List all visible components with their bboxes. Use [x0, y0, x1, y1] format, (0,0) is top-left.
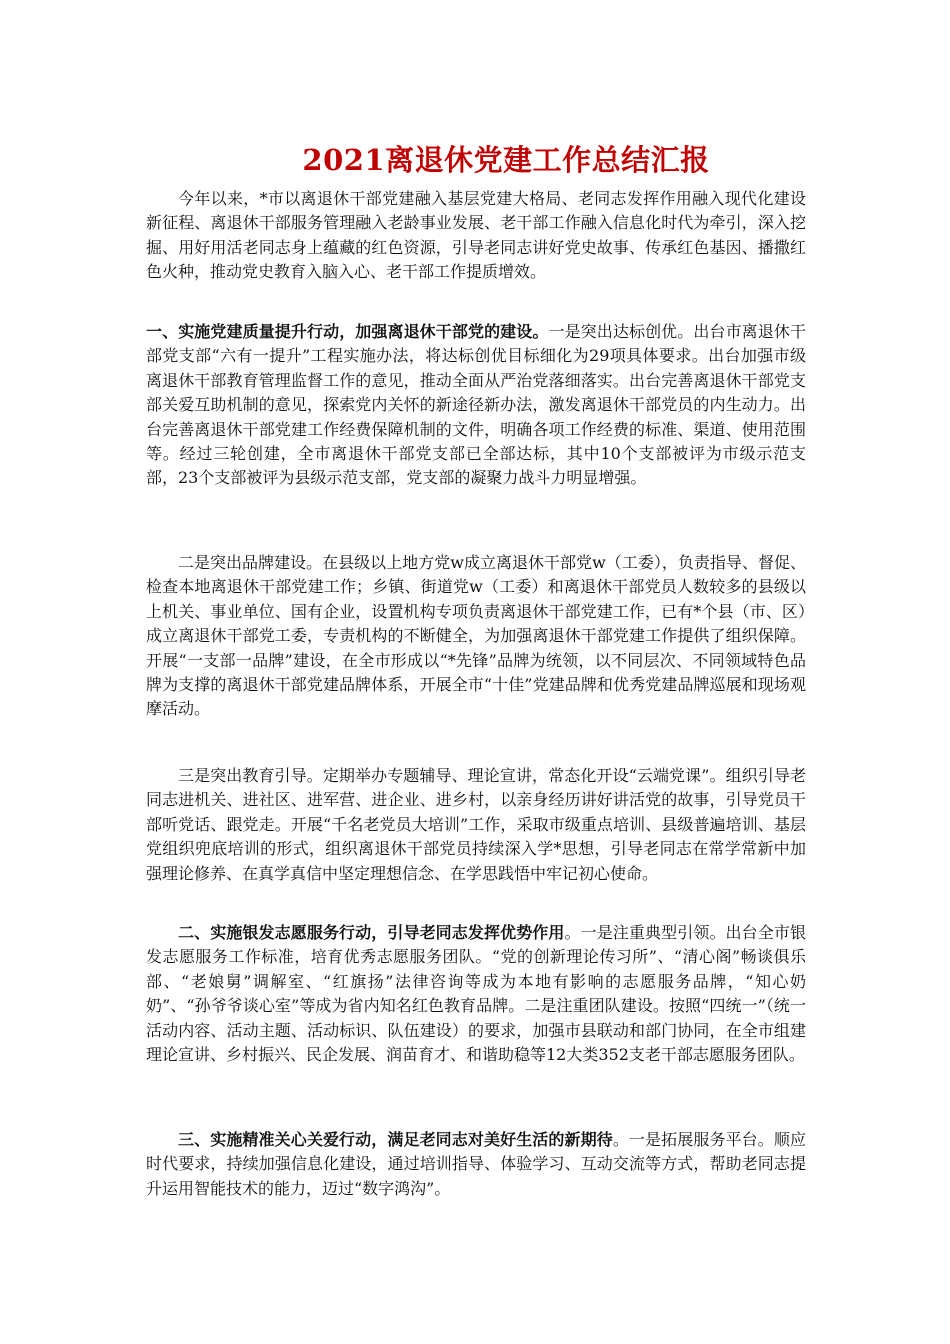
brand-building-paragraph: 二是突出品牌建设。在县级以上地方党w成立离退休干部党w（工委），负责指导、督促、检查本地离退休干部党建工作；乡镇、街道党w（工委）和离退休干部党员人数较多的县级以上机关、事业单位、国有企业，设置机构专项负责离退休干部党建工作，已有*个县（市、区）成立离退休干部党工委，专责机构的不断健全，为加强离退休干部党建工作提供了组织保障。开展“一支部一品牌”建设，在全市形成以“*先锋”品牌为统领，以不同层次、不同领域特色品牌为支撑的离退休干部党建品牌体系，开展全市“十佳”党建品牌和优秀党建品牌巡展和现场观摩活动。: [146, 553, 806, 719]
section-2-paragraph: [146, 921, 806, 1067]
section-1-body: 一是突出达标创优。出台市离退休干部党支部“六有一提升”工程实施办法，将达标创优目标细化为29项具体要求。出台加强市级离退休干部教育管理监督工作的意见，推动全面从严治党落细落实。出台完善离退休干部党支部关爱互助机制的意见，探索党内关怀的新途径新办法，激发离退休干部党员的内生动力。出台完善离退休干部党建工作经费保障机制的文件，明确各项工作经费的标准、渠道、使用范围等。经过三轮创建，全市离退休干部党支部已全部达标，其中10个支部被评为市级示范支部，23个支部被评为县级示范支部，党支部的凝聚力战斗力明显增强。: [146, 322, 806, 488]
section-3-paragraph: [146, 1128, 806, 1201]
intro-paragraph: 今年以来，*市以离退休干部党建融入基层党建大格局、老同志发挥作用融入现代化建设新征程、离退休干部服务管理融入老龄事业发展、老干部工作融入信息化时代为牵引，深入挖掘、用好用活老同志身上蕴藏的红色资源，引导老同志讲好党史故事、传承红色基因、播撒红色火种，推动党史教育入脑入心、老干部工作提质增效。: [146, 189, 806, 282]
section-3-heading: 三、实施精准关心关爱行动，满足老同志对美好生活的新期待: [178, 1130, 613, 1149]
education-paragraph: 三是突出教育引导。定期举办专题辅导、理论宣讲，常态化开设“云端党课”。组织引导老同志进机关、进社区、进军营、进企业、进乡村，以亲身经历讲好讲活党的故事，引导党员干部听党话、跟党走。开展“千名老党员大培训”工作，采取市级重点培训、县级普遍培训、基层党组织兜底培训的形式，组织离退休干部党员持续深入学*思想，引导老同志在常学常新中加强理论修养、在真学真信中坚定理想信念、在学思践悟中牢记初心使命。: [146, 766, 806, 883]
document-title: 2021离退休党建工作总结汇报: [302, 143, 710, 177]
section-2-body: 。一是注重典型引领。出台全市银发志愿服务工作标准，培育优秀志愿服务团队。“党的创新理论传习所”、“清心阁”畅谈俱乐部、“老娘舅”调解室、“红旗扬”法律咨询等成为本地有影响的志愿服务品牌，“知心奶奶”、“孙爷爷谈心室”等成为省内知名红色教育品牌。二是注重团队建设。按照“四统一”（统一活动内容、活动主题、活动标识、队伍建设）的要求，加强市县联动和部门协同，在全市组建理论宣讲、乡村振兴、民企发展、润苗育才、和谐助稳等12大类352支老干部志愿服务团队。: [146, 923, 806, 1065]
section-1-paragraph: [146, 320, 806, 491]
section-3-body: 。一是拓展服务平台。顺应时代要求，持续加强信息化建设，通过培训指导、体验学习、互动交流等方式，帮助老同志提升运用智能技术的能力，迈过“数字鸿沟”。: [146, 1130, 806, 1198]
section-1-heading: 一、实施党建质量提升行动，加强离退休干部党的建设。: [146, 322, 549, 341]
section-2-heading: 二、实施银发志愿服务行动，引导老同志发挥优势作用: [178, 923, 565, 942]
